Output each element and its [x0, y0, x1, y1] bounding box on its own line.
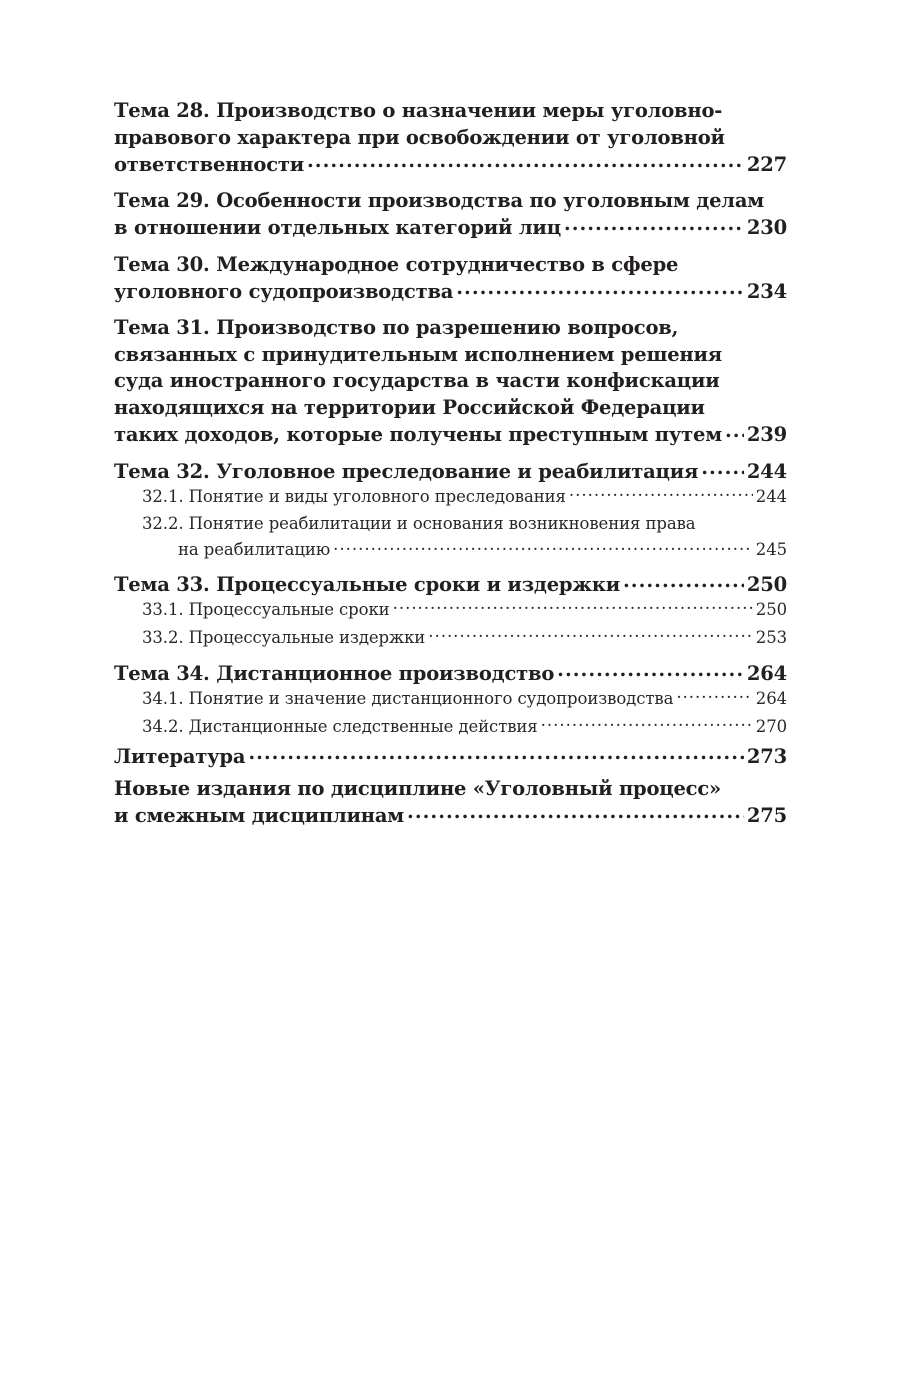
toc-entry-literature[interactable] [114, 743, 787, 770]
toc-subentry-34-2[interactable] [142, 713, 787, 741]
page-number: 264 [755, 689, 787, 708]
dot-leader [428, 627, 753, 644]
dot-leader [623, 571, 744, 591]
toc-subentry-33-2[interactable] [142, 624, 787, 652]
toc-entry-title: Тема 32. Уголовное преследование и реабилитация [114, 459, 699, 483]
toc-entry-title-last-line: таких доходов, которые получены преступным путем [114, 422, 722, 446]
toc-entry-topic-34[interactable] [114, 660, 787, 687]
page-number: 273 [746, 744, 787, 768]
page-number: 253 [755, 628, 787, 647]
dot-leader [676, 688, 752, 705]
page-number: 234 [746, 279, 787, 303]
dot-leader [541, 716, 753, 733]
toc-entry-title-line: находящихся на территории Российской Федерации [114, 395, 705, 419]
page-number: 230 [746, 216, 787, 239]
page-number: 244 [755, 487, 787, 506]
toc-subentry-32-2[interactable] [142, 511, 787, 563]
dot-leader [557, 660, 744, 680]
table-of-contents [114, 98, 787, 840]
page-number: 264 [746, 661, 787, 685]
toc-entry-title-line: Тема 28. Производство о назначении меры уголовно- [114, 99, 723, 122]
page-number: 245 [755, 540, 787, 559]
toc-entry-title: Тема 33. Процессуальные сроки и издержки [114, 572, 621, 596]
dot-leader [248, 743, 744, 763]
toc-subentry-title: 34.1. Понятие и значение дистанционного судопроизводства [142, 689, 674, 708]
toc-entry-title: Тема 34. Дистанционное производство [114, 661, 555, 685]
toc-subentries-topic-32 [114, 483, 787, 563]
toc-entry-topic-33[interactable] [114, 571, 787, 598]
toc-subentry-32-1[interactable] [142, 483, 787, 511]
toc-entry-title-last-line: и смежным дисциплинам [114, 804, 405, 827]
toc-entry-title-line: суда иностранного государства в части конфискации [114, 369, 720, 392]
toc-entry-topic-29[interactable] [114, 188, 787, 242]
dot-leader [407, 803, 744, 823]
toc-entry-title-line: связанных с принудительным исполнением решения [114, 342, 722, 366]
toc-subentries-topic-34 [114, 685, 787, 741]
page-number: 250 [755, 600, 787, 619]
toc-entry-topic-31[interactable] [114, 315, 787, 448]
toc-entry-topic-30[interactable] [114, 252, 787, 306]
toc-entry-title-last-line: ответственности [114, 152, 305, 176]
toc-subentry-title-last-line: на реабилитацию [178, 540, 331, 559]
toc-entry-title-line: Тема 30. Международное сотрудничество в сфере [114, 252, 679, 276]
dot-leader [725, 421, 744, 441]
toc-subentry-title: 33.2. Процессуальные издержки [142, 628, 426, 647]
page-number: 227 [746, 152, 787, 176]
toc-entry-title-line: правового характера при освобождении от уголовной [114, 125, 725, 149]
page-number: 250 [746, 572, 787, 596]
toc-entry-topic-32[interactable] [114, 458, 787, 485]
toc-entry-title-line: Новые издания по дисциплине «Уголовный процесс» [114, 777, 722, 800]
page-number: 270 [755, 717, 787, 736]
dot-leader [564, 215, 744, 235]
dot-leader [333, 539, 753, 556]
toc-subentry-title: 33.1. Процессуальные сроки [142, 600, 390, 619]
toc-subentry-title: 34.2. Дистанционные следственные действия [142, 717, 538, 736]
dot-leader [307, 151, 744, 171]
toc-subentry-34-1[interactable] [142, 685, 787, 713]
toc-subentry-title: 32.1. Понятие и виды уголовного преследования [142, 487, 566, 506]
dot-leader [569, 486, 753, 503]
toc-entry-title-line: Тема 29. Особенности производства по уголовным делам [114, 189, 765, 212]
page-number: 239 [746, 422, 787, 446]
toc-entry-title-line: Тема 31. Производство по разрешению вопросов, [114, 316, 679, 339]
dot-leader [701, 458, 744, 478]
page-number: 244 [746, 459, 787, 483]
page-number: 275 [746, 804, 787, 827]
toc-subentry-33-1[interactable] [142, 596, 787, 624]
dot-leader [393, 599, 753, 616]
toc-entry-topic-28[interactable] [114, 98, 787, 178]
toc-subentry-title-line: 32.2. Понятие реабилитации и основания возникновения права [142, 514, 696, 533]
toc-entry-title: Литература [114, 744, 246, 768]
dot-leader [456, 278, 744, 298]
toc-entry-title-last-line: уголовного судопроизводства [114, 279, 454, 303]
toc-entry-new-editions[interactable] [114, 776, 787, 830]
toc-subentries-topic-33 [114, 596, 787, 652]
toc-entry-title-last-line: в отношении отдельных категорий лиц [114, 216, 561, 239]
